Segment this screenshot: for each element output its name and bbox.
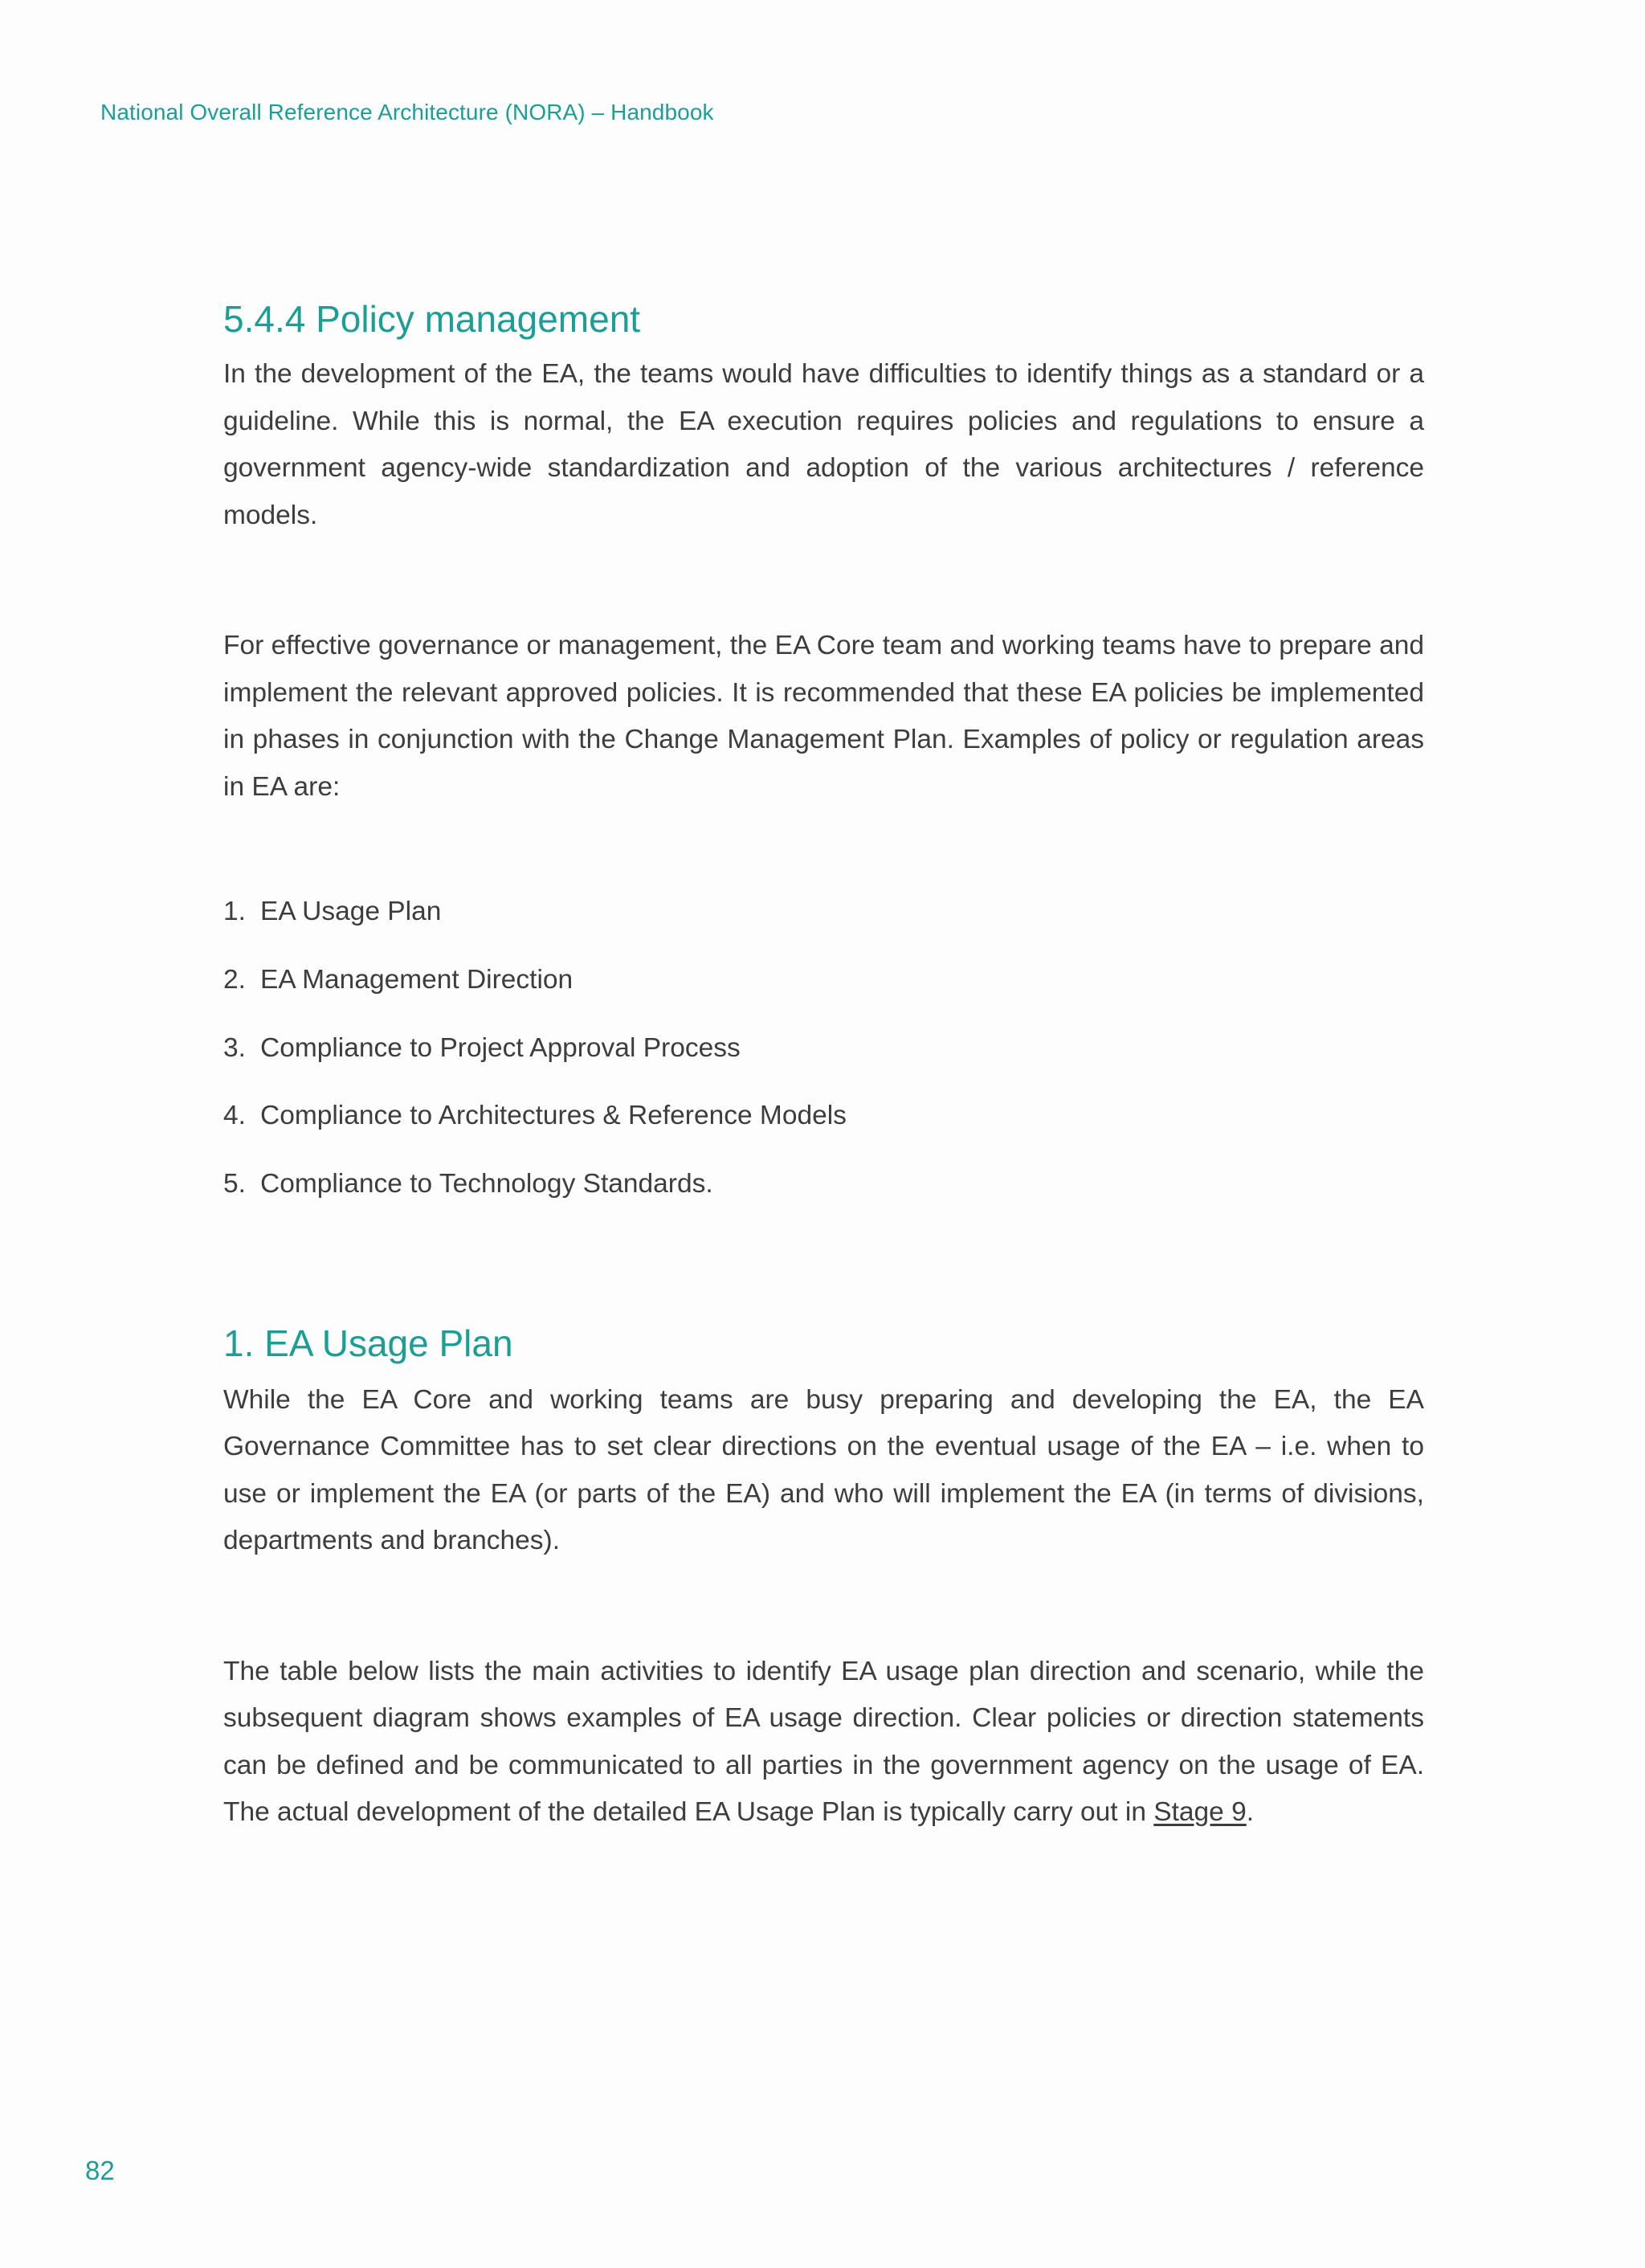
paragraph-usage-intro: While the EA Core and working teams are busy preparing and developing the EA, the EA Governance Committee has to set clear directions on the eventual usage of the EA – i.e. when to use or implement the EA (or parts of the EA) and who will implement the EA (in terms of divisions, departments and branches). bbox=[223, 1384, 1424, 1556]
page-content bbox=[223, 297, 1424, 1837]
paragraph-usage-table-intro bbox=[223, 1649, 1424, 1837]
list-item bbox=[223, 1100, 1424, 1168]
paragraph-policy-intro: In the development of the EA, the teams would have difficulties to identify things as a standard or a guideline. While this is normal, the EA execution requires policies and regulations to ensure a government agency-wide standardization and adoption of the various architectures / reference models. bbox=[223, 359, 1424, 530]
list-item-text: Compliance to Architectures & Reference Models bbox=[260, 1101, 847, 1131]
list-item-text: EA Usage Plan bbox=[260, 897, 442, 927]
list-item bbox=[223, 896, 1424, 964]
stage-9-link[interactable]: Stage 9 bbox=[1153, 1797, 1247, 1828]
paragraph-usage-table-text: The table below lists the main activities to identify EA usage plan direction and scenario, while the subsequent diagram shows examples of EA usage direction. Clear policies or direction statements can be defined and be communicated to all parties in the government agency on the usage of EA. The actual development of the detailed EA Usage Plan is typically carry out in bbox=[223, 1656, 1424, 1828]
list-item-text: Compliance to Technology Standards. bbox=[260, 1168, 713, 1199]
list-item bbox=[223, 1032, 1424, 1101]
list-item bbox=[223, 1168, 1424, 1236]
list-item-number: 4. bbox=[223, 1101, 246, 1131]
section-heading-ea-usage-plan: 1. EA Usage Plan bbox=[223, 1322, 513, 1364]
paragraph-policy-governance: For effective governance or management, the EA Core team and working teams have to prepare and implement the relevant approved policies. It is recommended that these EA policies be implemented in phases in conjunction with the Change Management Plan. Examples of policy or regulation areas in EA are: bbox=[223, 631, 1424, 802]
policy-area-list bbox=[223, 896, 1424, 1236]
list-item-number: 3. bbox=[223, 1032, 246, 1063]
list-item-number: 5. bbox=[223, 1168, 246, 1199]
list-item-text: EA Management Direction bbox=[260, 964, 574, 995]
running-header: National Overall Reference Architecture (NORA) – Handbook bbox=[100, 100, 714, 125]
section-heading-policy-management: 5.4.4 Policy management bbox=[223, 298, 641, 340]
paragraph-usage-table-end: . bbox=[1246, 1797, 1255, 1828]
list-item-text: Compliance to Project Approval Process bbox=[260, 1032, 741, 1063]
page-number: 82 bbox=[85, 2156, 115, 2185]
list-item-number: 1. bbox=[223, 897, 246, 927]
list-item bbox=[223, 964, 1424, 1032]
list-item-number: 2. bbox=[223, 964, 246, 995]
